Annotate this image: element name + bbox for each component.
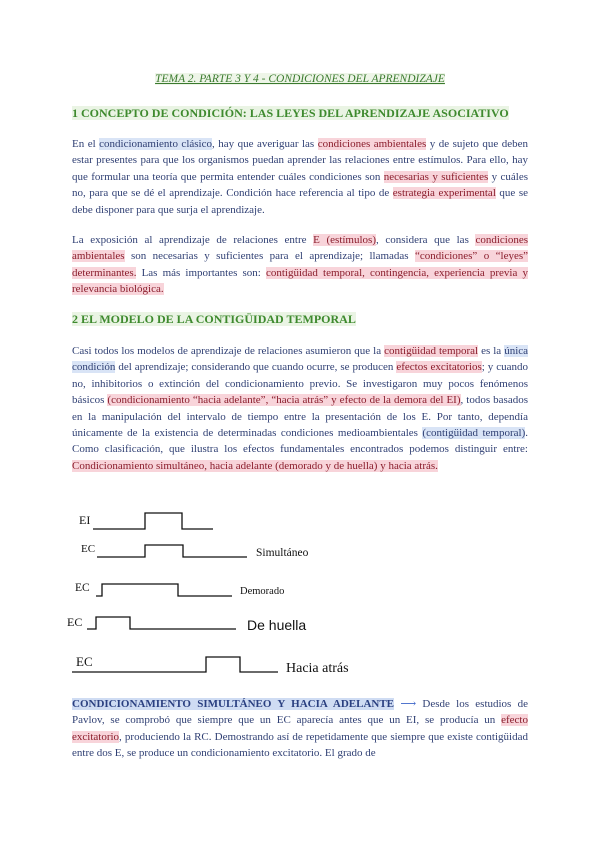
- text-run: 2 EL MODELO DE LA CONTIGÜIDAD TEMPORAL: [72, 312, 356, 326]
- text-run: efectos excitatorios: [396, 361, 482, 374]
- text-run: efecto excitatorio: [72, 714, 528, 743]
- text-run: condiciones ambientales: [317, 138, 427, 150]
- section3-heading: CONDICIONAMIENTO SIMULTÁNEO Y HACIA ADELANTE: [72, 698, 395, 710]
- text-run: es la: [478, 345, 505, 357]
- text-run: Condicionamiento simultáneo, hacia adelante (demorado y de huella) y hacia atrás.: [72, 459, 438, 472]
- text-run: condiciones ambientales: [72, 234, 529, 263]
- arrow-icon: ⟶: [400, 698, 417, 710]
- text-run: ; y cuando no, inhibitorios o extinción del condicionamiento previo: [72, 361, 528, 390]
- text-run: Las más importantes son:: [136, 266, 266, 279]
- text-run: y de sujeto que deben estar presentes para que los organismos puedan aprender las relaciones entre estímulos. Para ello, hay que formular una teoría que permita entender cuáles condiciones son: [72, 138, 528, 183]
- text-run: condicionamiento clásico: [99, 138, 212, 150]
- text-run: Casi todos los modelos de aprendizaje de relaciones asumieron que la: [72, 345, 385, 357]
- text-run: del aprendizaje; considerando que cuando ocurre, se producen: [115, 361, 397, 374]
- text-run: . Como clasificación, que ilustra los efectos fundamentales encontrados podemos distinguir entre:: [72, 427, 529, 456]
- text-run: E (estímulos): [313, 234, 376, 246]
- ec-demorado-waveform: [96, 584, 232, 596]
- text-run: Desde los estudios de Pavlov, se comprobó que siempre que un EC aparecía antes que un EI, se producía un: [72, 698, 529, 727]
- huella-label: De huella: [247, 617, 307, 633]
- text-run: En el: [72, 138, 100, 150]
- ec-atras-waveform: [72, 657, 278, 672]
- text-run: única condición: [72, 345, 529, 374]
- atras-label: Hacia atrás: [286, 661, 349, 676]
- text-run: 1 CONCEPTO DE CONDICIÓN: LAS LEYES DEL APRENDIZAJE ASOCIATIVO: [72, 106, 509, 120]
- text-run: La exposición al aprendizaje de relaciones entre: [72, 234, 314, 246]
- text-run: estrategia experimental: [392, 187, 496, 200]
- text-run: , considera que las: [376, 234, 476, 246]
- demorado-label: Demorado: [240, 586, 285, 597]
- ec-label-4: EC: [76, 654, 93, 669]
- ei-waveform: [93, 513, 213, 529]
- ec-huella-waveform: [87, 617, 236, 629]
- ec-label-3: EC: [67, 615, 83, 629]
- text-run: , produciendo la RC. Demostrando así de repetidamente que siempre que existe contigüidad entre dos E, se produce un condicionamiento excitatorio. El grado de: [72, 730, 528, 760]
- text-run: contigüidad temporal, contingencia, experiencia previa y relevancia biológica.: [72, 266, 528, 296]
- text-run: necesarias y suficientes: [383, 170, 489, 183]
- text-run: , hay que averiguar las: [211, 138, 318, 150]
- ec-label-1: EC: [81, 543, 96, 555]
- ec-label-2: EC: [75, 582, 90, 594]
- text-run: “condiciones” o “leyes” determinantes.: [72, 250, 529, 279]
- text-run: , todos basados en la manipulación del intervalo de tiempo entre la presentación de los E. Por tanto, dependía únicamente de la existencia de determinadas condiciones medioambientales: [72, 394, 528, 440]
- text-run: (contigüidad temporal): [422, 427, 526, 440]
- text-run: que se debe disponer para que surja el aprendizaje.: [72, 187, 528, 216]
- ec-simultaneo-waveform: [97, 545, 247, 557]
- text-run: . Se investigaron muy pocos fenómenos básicos: [72, 377, 528, 407]
- text-run: son necesarias y suficientes para el aprendizaje; llamadas: [124, 250, 415, 263]
- text-run: contigüidad temporal: [384, 345, 479, 357]
- section3-paragraph: [72, 696, 528, 762]
- simultaneo-label: Simultáneo: [256, 547, 309, 559]
- text-run: y cuáles no, para que se dé el aprendizaje. Condición hace referencia al tipo de: [72, 170, 528, 200]
- ei-label: EI: [79, 513, 91, 527]
- text-run: (condicionamiento “hacia adelante”, “hacia atrás” y efecto de la demora del EI): [107, 394, 461, 407]
- text-run: TEMA 2. PARTE 3 Y 4 - CONDICIONES DEL APRENDIZAJE: [155, 73, 445, 85]
